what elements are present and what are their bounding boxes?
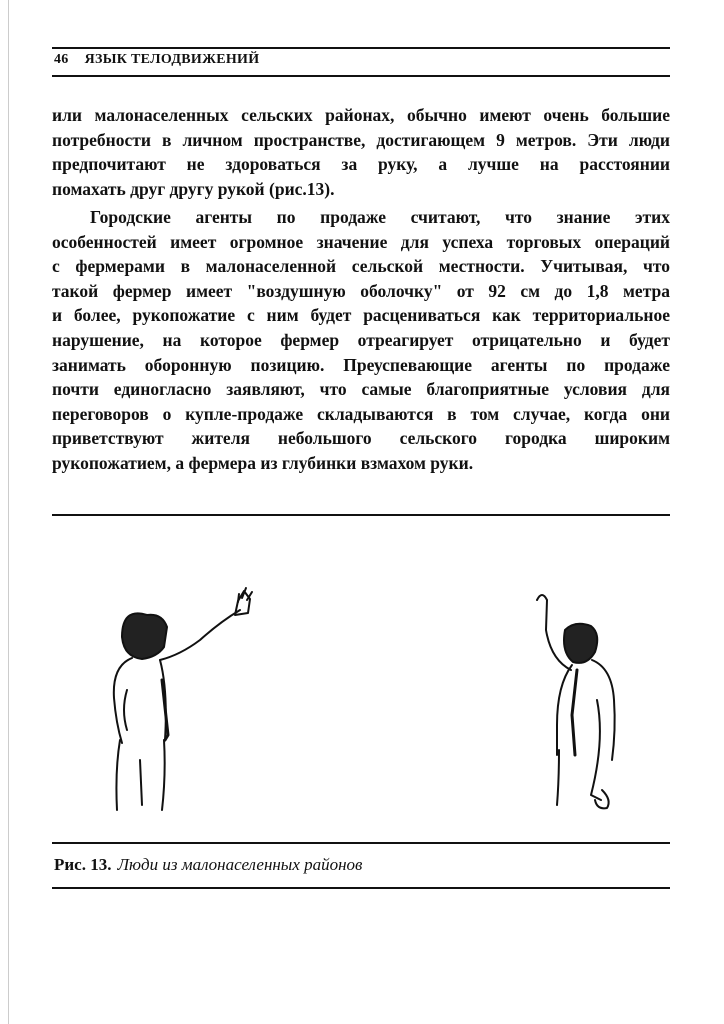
text-line: Городские агенты по продаже считают, что знание этих bbox=[90, 207, 670, 227]
paragraph-1 bbox=[52, 103, 670, 201]
text-line: и более, рукопожатие с ним будет расцениваться как территориальное bbox=[52, 305, 670, 326]
figure-caption bbox=[54, 855, 362, 875]
running-header bbox=[54, 52, 259, 68]
text-line: переговоров о купле-продаже складываются в том случае, когда они bbox=[52, 403, 670, 424]
figure-caption-text: Люди из малонаселенных районов bbox=[117, 855, 363, 874]
paragraph-2 bbox=[52, 205, 670, 476]
text-line: особенностей имеет огромное значение для успеха торговых операций bbox=[52, 231, 670, 252]
header-top-rule bbox=[52, 47, 670, 49]
text-line: потребности в личном пространстве, достигающем 9 метров. Эти люди bbox=[52, 129, 670, 150]
caption-bottom-rule bbox=[52, 887, 670, 889]
text-line: такой фермер имеет "воздушную оболочку" от 92 см до 1,8 метра bbox=[52, 280, 670, 301]
waving-man-right bbox=[537, 595, 615, 808]
page-number: 46 bbox=[54, 52, 69, 67]
text-line: с фермерами в малонаселенной сельской местности. Учитывая, что bbox=[52, 256, 670, 277]
text-line: помахать друг другу рукой (рис.13). bbox=[52, 178, 335, 199]
text-line: почти единогласно заявляют, что самые благоприятные условия для bbox=[52, 379, 670, 400]
header-bottom-rule bbox=[52, 75, 670, 77]
running-title: ЯЗЫК ТЕЛОДВИЖЕНИЙ bbox=[84, 52, 260, 67]
text-line: занимать оборонную позицию. Преуспевающие агенты по продаже bbox=[52, 354, 670, 375]
figure-illustration bbox=[52, 560, 670, 820]
text-line: приветствуют жителя небольшого сельского городка широким bbox=[52, 428, 670, 449]
text-line: рукопожатием, а фермера из глубинки взмахом руки. bbox=[52, 452, 474, 473]
text-line: нарушение, на которое фермер отреагирует отрицательно и будет bbox=[52, 329, 670, 350]
page-edge bbox=[8, 0, 9, 1024]
figure-label: Рис. 13. bbox=[54, 855, 112, 874]
text-line: или малонаселенных сельских районах, обычно имеют очень большие bbox=[52, 105, 670, 125]
waving-man-left bbox=[114, 588, 252, 810]
text-line: предпочитают не здороваться за руку, а лучше на расстоянии bbox=[52, 154, 670, 175]
figure-top-rule bbox=[52, 514, 670, 516]
caption-top-rule bbox=[52, 842, 670, 844]
